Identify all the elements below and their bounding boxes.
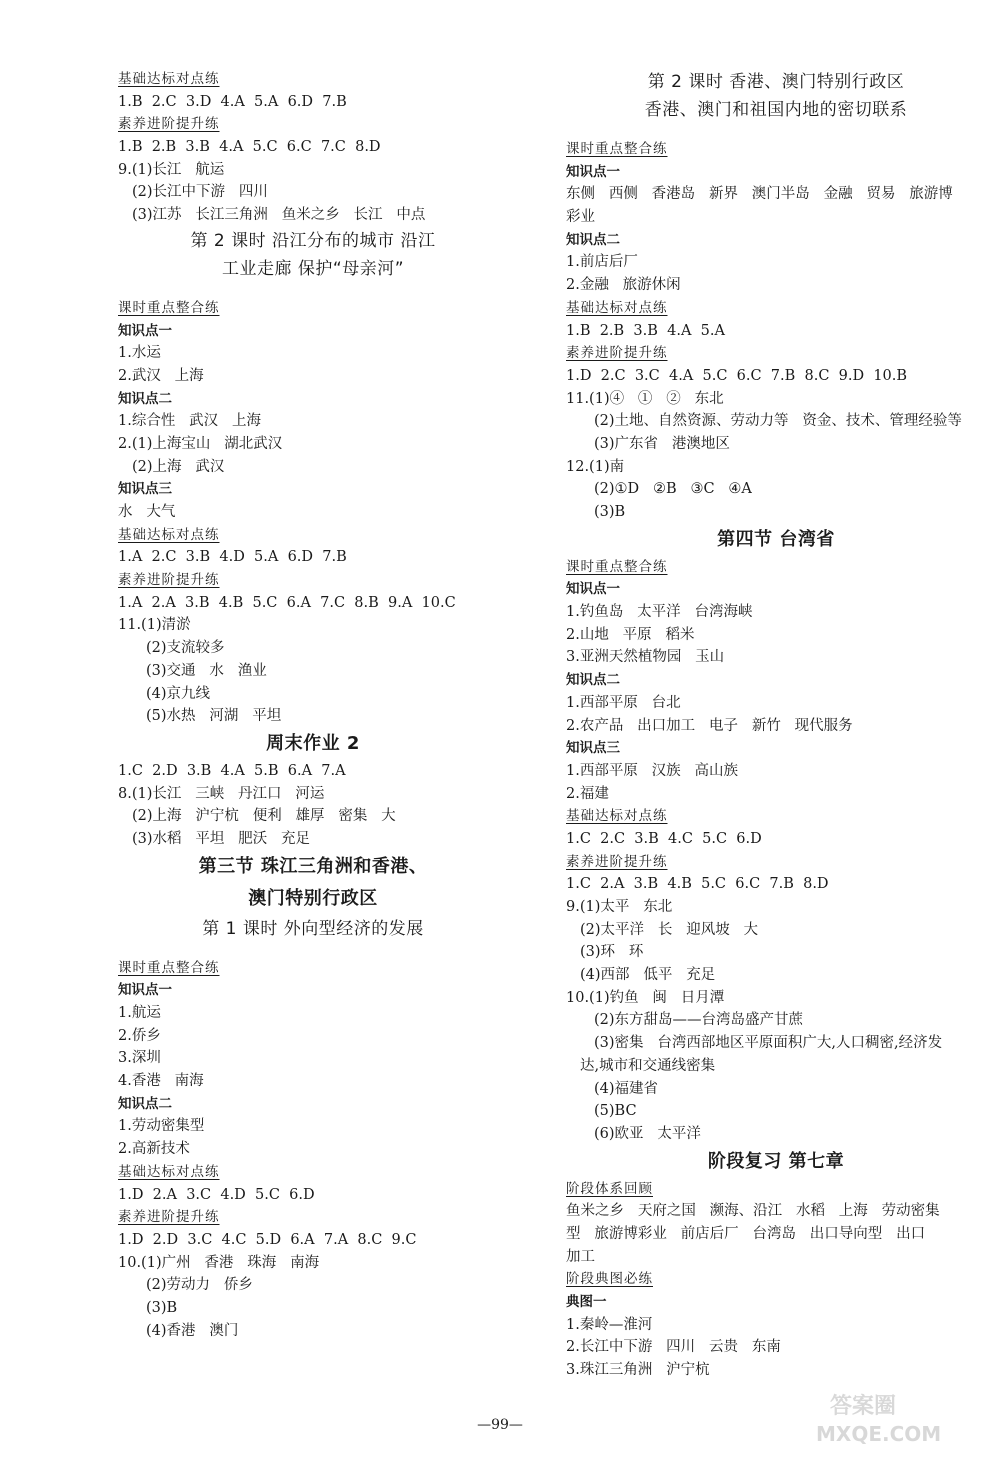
knowledge-point-label: 知识点二 — [566, 231, 620, 248]
spacer — [566, 124, 986, 138]
answer-line: (2)支流较多 — [146, 640, 225, 657]
left-column — [118, 68, 508, 1342]
knowledge-point-label: 知识点二 — [118, 390, 172, 407]
lesson-heading: 第 1 课时 外向型经济的发展 — [202, 918, 424, 939]
section-subheading: 课时重点整合练 — [566, 558, 668, 575]
answer-line: (5)水热 河湖 平坦 — [146, 708, 282, 725]
answer-line: (4)京九线 — [146, 685, 211, 702]
answer-line: 2.(1)上海宝山 湖北武汉 — [118, 435, 283, 452]
answer-line: 1.综合性 武汉 上海 — [118, 413, 261, 430]
answer-line: 鱼米之乡 天府之国 濒海、沿江 水稻 上海 劳动密集 — [566, 1203, 940, 1220]
answer-line: (3)广东省 港澳地区 — [594, 435, 730, 452]
answer-line: 10.(1)钓鱼 闽 日月潭 — [566, 989, 725, 1006]
answer-line: 1.C 2.A 3.B 4.B 5.C 6.C 7.B 8.D — [566, 876, 829, 893]
knowledge-point-label: 知识点三 — [118, 481, 172, 498]
answer-line: (3)密集 台湾西部地区平原面积广大,人口稠密,经济发 — [594, 1035, 943, 1052]
svg-text:MXQE.COM: MXQE.COM — [816, 1422, 942, 1446]
answer-line: 3.珠江三角洲 沪宁杭 — [566, 1362, 710, 1379]
answer-line: 1.劳动密集型 — [118, 1118, 205, 1135]
answer-line: (2)上海 武汉 — [132, 458, 225, 475]
answer-line: 1.秦岭—淮河 — [566, 1316, 653, 1333]
knowledge-point-label: 知识点三 — [566, 740, 620, 757]
answer-line: 1.D 2.C 3.C 4.A 5.C 6.C 7.B 8.C 9.D 10.B — [566, 367, 908, 384]
spacer — [118, 943, 508, 957]
section-heading: 阶段复习 第七章 — [707, 1150, 845, 1172]
answer-line: (5)BC — [594, 1103, 637, 1120]
lesson-heading: 第 2 课时 香港、澳门特别行政区 — [647, 72, 905, 92]
answer-line: (2)东方甜岛——台湾岛盛产甘蔗 — [594, 1012, 804, 1029]
knowledge-point-label: 知识点一 — [118, 322, 172, 339]
answer-line: 11.(1)④ ① ② 东北 — [566, 390, 724, 407]
answer-line: 2.农产品 出口加工 电子 新竹 现代服务 — [566, 717, 853, 734]
spacer — [118, 283, 508, 297]
section-subheading: 基础达标对点练 — [566, 299, 668, 316]
answer-line: (2)①D ②B ③C ④A — [594, 481, 752, 498]
knowledge-point-label: 知识点一 — [566, 163, 620, 180]
answer-line: 2.福建 — [566, 785, 609, 802]
answer-line: 10.(1)广州 香港 珠海 南海 — [118, 1254, 320, 1271]
knowledge-point-label: 知识点一 — [118, 982, 172, 999]
section-heading: 第四节 台湾省 — [717, 528, 835, 550]
answer-line: 达,城市和交通线密集 — [580, 1057, 716, 1074]
answer-line: (3)B — [594, 504, 626, 520]
knowledge-point-label: 知识点二 — [566, 672, 620, 689]
answer-line: 2.山地 平原 稻米 — [566, 626, 695, 643]
section-subheading: 素养进阶提升练 — [118, 116, 220, 133]
section-heading: 第三节 珠江三角洲和香港、 — [198, 855, 428, 877]
section-subheading: 课时重点整合练 — [118, 299, 220, 316]
answer-line: 9.(1)太平 东北 — [566, 899, 673, 915]
knowledge-point-label: 典图一 — [566, 1294, 607, 1310]
answer-line: (3)环 环 — [580, 944, 644, 961]
section-subheading: 基础达标对点练 — [118, 526, 220, 543]
lesson-heading: 第 2 课时 沿江分布的城市 沿江 — [190, 230, 436, 251]
section-subheading: 基础达标对点练 — [566, 808, 668, 825]
answer-line: 型 旅游博彩业 前店后厂 台湾岛 出口导向型 出口 — [566, 1225, 926, 1242]
answer-line: 3.深圳 — [118, 1050, 161, 1067]
answer-line: 1.B 2.C 3.D 4.A 5.A 6.D 7.B — [118, 93, 347, 110]
answer-line: (4)西部 低平 充足 — [580, 967, 716, 984]
answer-line: (2)长江中下游 四川 — [132, 184, 268, 201]
answer-line: 3.亚洲天然植物园 玉山 — [566, 649, 725, 666]
section-subheading: 课时重点整合练 — [118, 959, 220, 976]
answer-line: (2)劳动力 侨乡 — [146, 1277, 253, 1294]
answer-line: 1.A 2.C 3.B 4.D 5.A 6.D 7.B — [118, 549, 347, 566]
answer-line: (2)太平洋 长 迎风坡 大 — [580, 921, 759, 938]
page-number: —99— — [477, 1417, 523, 1433]
section-subheading: 阶段体系回顾 — [566, 1180, 653, 1197]
answer-line: (2)上海 沪宁杭 便利 雄厚 密集 大 — [132, 808, 396, 825]
answer-line: 1.航运 — [118, 1005, 161, 1021]
answer-line: 2.金融 旅游休闲 — [566, 277, 681, 294]
answer-line: 9.(1)长江 航运 — [118, 161, 225, 178]
answer-line: 1.D 2.D 3.C 4.C 5.D 6.A 7.A 8.C 9.C — [118, 1231, 417, 1248]
knowledge-point-label: 知识点二 — [118, 1095, 172, 1112]
answer-line: 4.香港 南海 — [118, 1073, 204, 1090]
answer-line: 2.侨乡 — [118, 1027, 161, 1044]
answer-line: 东侧 西侧 香港岛 新界 澳门半岛 金融 贸易 旅游博 — [566, 186, 953, 203]
answer-line: 1.C 2.C 3.B 4.C 5.C 6.D — [566, 830, 762, 847]
answer-line: (3)交通 水 渔业 — [146, 662, 267, 679]
answer-line: 11.(1)清淤 — [118, 617, 191, 634]
answer-line: 1.B 2.B 3.B 4.A 5.C 6.C 7.C 8.D — [118, 139, 381, 156]
section-subheading: 基础达标对点练 — [118, 71, 220, 87]
answer-line: 1.水运 — [118, 345, 161, 362]
answer-line: 2.长江中下游 四川 云贵 东南 — [566, 1339, 781, 1356]
knowledge-point-label: 知识点一 — [566, 581, 620, 598]
answer-line: 1.西部平原 台北 — [566, 694, 681, 711]
answer-line: 2.武汉 上海 — [118, 367, 204, 384]
answer-line: (3)江苏 长江三角洲 鱼米之乡 长江 中点 — [132, 207, 426, 224]
section-heading: 周末作业 2 — [266, 732, 360, 754]
lesson-heading: 香港、澳门和祖国内地的密切联系 — [644, 100, 908, 120]
answer-line: 加工 — [566, 1248, 595, 1265]
answer-line: 彩业 — [566, 209, 595, 226]
section-heading: 澳门特别行政区 — [248, 887, 378, 909]
answer-line: 1.钓鱼岛 太平洋 台湾海峡 — [566, 604, 753, 621]
answer-line: 1.前店后厂 — [566, 254, 638, 271]
section-subheading: 素养进阶提升练 — [118, 572, 220, 589]
section-subheading: 课时重点整合练 — [566, 141, 668, 157]
answer-line: (4)香港 澳门 — [146, 1322, 239, 1339]
section-subheading: 素养进阶提升练 — [566, 345, 668, 362]
answer-line: (6)欧亚 太平洋 — [594, 1125, 701, 1142]
answer-line: 1.B 2.B 3.B 4.A 5.A — [566, 322, 725, 339]
answer-line: (4)福建省 — [594, 1080, 659, 1097]
answer-line: 8.(1)长江 三峡 丹江口 河运 — [118, 785, 325, 802]
section-subheading: 素养进阶提升练 — [118, 1209, 220, 1226]
answer-line: (3)水稻 平坦 肥沃 充足 — [132, 830, 311, 847]
answer-line: 12.(1)南 — [566, 458, 625, 475]
right-column — [566, 68, 986, 1382]
section-subheading: 素养进阶提升练 — [566, 853, 668, 870]
answer-line: 1.西部平原 汉族 高山族 — [566, 762, 738, 779]
watermark-logo — [812, 1387, 982, 1449]
answer-line: (3)B — [146, 1299, 178, 1316]
answer-line: 2.高新技术 — [118, 1141, 190, 1158]
answer-line: 1.C 2.D 3.B 4.A 5.B 6.A 7.A — [118, 762, 346, 779]
answer-line: 水 大气 — [118, 504, 176, 520]
svg-text:答案圈: 答案圈 — [830, 1394, 897, 1419]
answer-line: 1.D 2.A 3.C 4.D 5.C 6.D — [118, 1186, 315, 1203]
lesson-heading: 工业走廊 保护“母亲河” — [221, 258, 405, 279]
answer-line: (2)土地、自然资源、劳动力等 资金、技术、管理经验等 — [594, 413, 962, 430]
section-subheading: 基础达标对点练 — [118, 1163, 220, 1180]
section-subheading: 阶段典图必练 — [566, 1271, 653, 1288]
answer-line: 1.A 2.A 3.B 4.B 5.C 6.A 7.C 8.B 9.A 10.C — [118, 594, 456, 611]
